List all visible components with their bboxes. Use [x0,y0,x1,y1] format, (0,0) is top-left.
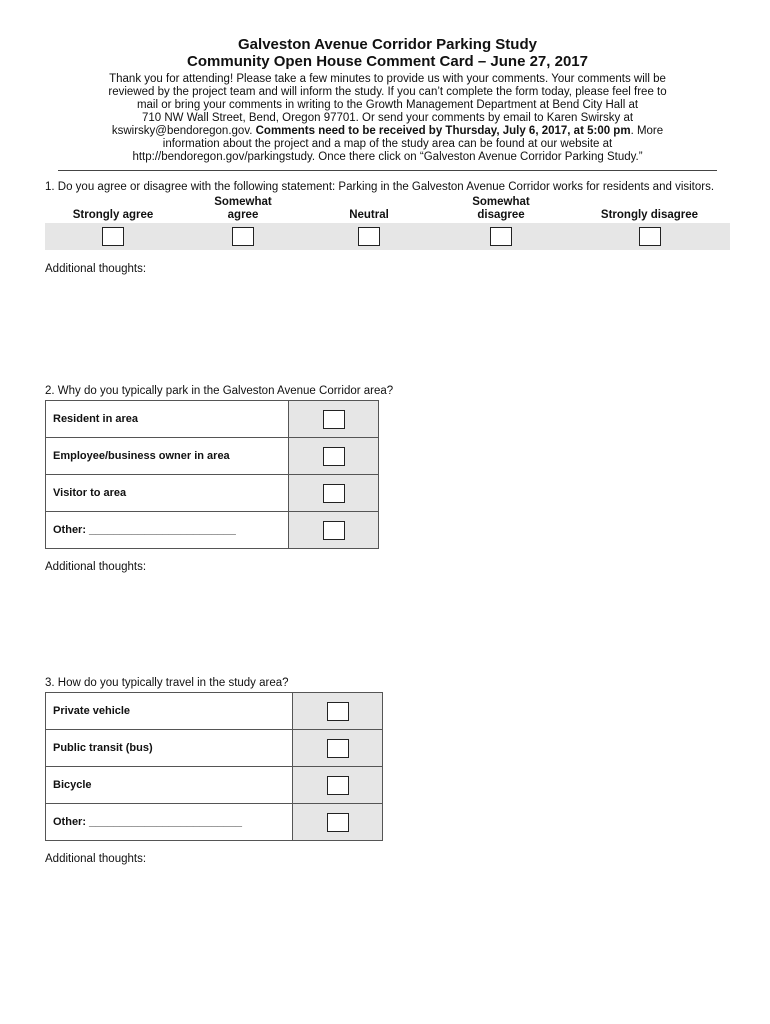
instructions-line: 710 NW Wall Street, Bend, Oregon 97701. Or send your comments by email to Karen Swirsky at [141,112,634,124]
instructions [45,73,730,164]
bicycle-checkbox[interactable] [327,776,349,795]
instructions-line: Thank you for attending! Please take a few minutes to provide us with your comments. Your comments will be [109,73,666,85]
option-label: Public transit (bus) [46,730,293,767]
other-travel-checkbox[interactable] [327,813,349,832]
instructions-text: . More [630,125,664,137]
website-link: http://bendoregon.gov/parkingstudy. Once there click on “Galveston Avenue Corridor Parking Study.” [132,151,643,163]
scale-cell [181,223,305,250]
option-label: Bicycle [46,767,293,804]
email-address: kswirsky@bendoregon.gov. [111,125,256,137]
option-label: Private vehicle [46,693,293,730]
question-3-options [45,692,383,841]
option-row [46,767,383,804]
question-2-thoughts-label: Additional thoughts: [45,561,147,573]
scale-label-neutral: Neutral [349,209,389,221]
checkbox-cell [289,401,379,438]
checkbox-cell [289,438,379,475]
scale-label-somewhat-disagree: Somewhat disagree [472,196,530,221]
checkbox-cell [293,767,383,804]
divider [58,170,717,171]
checkbox-cell [289,512,379,549]
somewhat-agree-checkbox[interactable] [232,227,254,246]
checkbox-cell [293,730,383,767]
scale-cell [569,223,730,250]
option-label: Visitor to area [46,475,289,512]
strongly-disagree-checkbox[interactable] [639,227,661,246]
visitor-checkbox[interactable] [323,484,345,503]
scale-cell [433,223,569,250]
option-label: Resident in area [46,401,289,438]
option-row [46,475,379,512]
form-subtitle: Community Open House Comment Card – June 27, 2017 [187,53,588,70]
deadline-notice: Comments need to be received by Thursday, July 6, 2017, at 5:00 pm [255,125,631,137]
strongly-agree-checkbox[interactable] [102,227,124,246]
question-2-text: 2. Why do you typically park in the Galveston Avenue Corridor area? [45,385,394,397]
neutral-checkbox[interactable] [358,227,380,246]
question-2-thoughts-area[interactable] [45,574,730,677]
comment-card [45,36,730,966]
option-row [46,730,383,767]
option-label: Other: _________________________ [46,804,293,841]
instructions-line: reviewed by the project team and will inform the study. If you can’t complete the form today, please feel free to [108,86,667,98]
question-2-options [45,400,379,549]
somewhat-disagree-checkbox[interactable] [490,227,512,246]
checkbox-cell [293,693,383,730]
private-vehicle-checkbox[interactable] [327,702,349,721]
scale-label-strongly-agree: Strongly agree [72,209,154,221]
option-label: Employee/business owner in area [46,438,289,475]
option-row [46,693,383,730]
form-header [45,36,730,70]
instructions-line [45,125,730,138]
question-1-thoughts-label: Additional thoughts: [45,263,147,275]
question-3-thoughts-area[interactable] [45,866,730,966]
question-1-thoughts-area[interactable] [45,276,730,385]
checkbox-cell [289,475,379,512]
option-row [46,438,379,475]
employee-checkbox[interactable] [323,447,345,466]
option-row [46,512,379,549]
scale-label-strongly-disagree: Strongly disagree [600,209,699,221]
instructions-line: mail or bring your comments in writing to the Growth Management Department at Bend City Hall at [136,99,639,111]
instructions-line: information about the project and a map of the study area can be found at our website at [162,138,613,150]
option-row [46,804,383,841]
scale-cell [45,223,181,250]
option-row [46,401,379,438]
other-checkbox[interactable] [323,521,345,540]
option-label: Other: ________________________ [46,512,289,549]
scale-label-somewhat-agree: Somewhat agree [214,196,272,221]
checkbox-cell [293,804,383,841]
public-transit-checkbox[interactable] [327,739,349,758]
question-1-scale [45,196,730,250]
question-3-text: 3. How do you typically travel in the study area? [45,677,289,689]
question-1-text: 1. Do you agree or disagree with the following statement: Parking in the Galveston Avenue Corridor works for residents and visitors. [45,181,715,193]
form-title: Galveston Avenue Corridor Parking Study [238,36,537,53]
question-3-thoughts-label: Additional thoughts: [45,853,147,865]
scale-cell [305,223,433,250]
resident-checkbox[interactable] [323,410,345,429]
